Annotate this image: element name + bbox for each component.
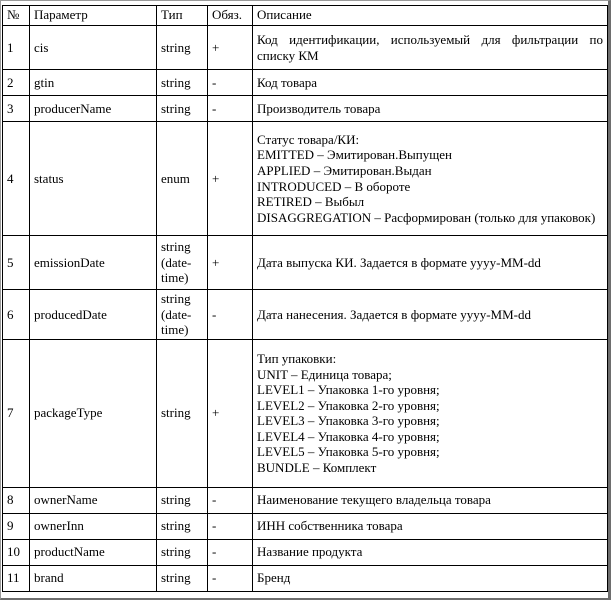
row-parameter: brand — [30, 565, 157, 591]
table-row — [3, 339, 608, 487]
row-number: 7 — [3, 339, 30, 487]
row-number: 9 — [3, 513, 30, 539]
description-line: EMITTED – Эмитирован.Выпущен — [257, 147, 452, 163]
row-number: 2 — [3, 70, 30, 96]
description-line: LEVEL2 – Упаковка 2-го уровня; — [257, 397, 440, 413]
row-required: - — [208, 96, 253, 122]
row-parameter: ownerName — [30, 487, 157, 513]
row-type: string — [157, 96, 208, 122]
description-line: INTRODUCED – В обороте — [257, 178, 411, 194]
description-line: LEVEL5 – Упаковка 5-го уровня; — [257, 444, 440, 460]
table-row — [3, 487, 608, 513]
table-row — [3, 565, 608, 591]
table-row — [3, 236, 608, 290]
row-number: 6 — [3, 290, 30, 340]
row-required: - — [208, 70, 253, 96]
description-line: Название продукта — [257, 544, 363, 560]
row-parameter: packageType — [30, 339, 157, 487]
row-type: string — [157, 26, 208, 70]
parameters-table — [2, 5, 608, 592]
row-description — [253, 565, 608, 591]
description-line: Дата нанесения. Задается в формате yyyy-MM-dd — [257, 306, 531, 322]
table-row — [3, 290, 608, 340]
row-type: string (date-time) — [157, 290, 208, 340]
row-description — [253, 70, 608, 96]
description-line: RETIRED – Выбыл — [257, 194, 365, 210]
row-description — [253, 26, 608, 70]
table-header-row — [3, 6, 608, 26]
row-type: string — [157, 539, 208, 565]
row-number: 3 — [3, 96, 30, 122]
row-type: string — [157, 70, 208, 96]
row-description — [253, 513, 608, 539]
row-number: 1 — [3, 26, 30, 70]
row-description — [253, 122, 608, 236]
row-parameter: ownerInn — [30, 513, 157, 539]
description-line: Код идентификации, используемый для фильтрации по списку КМ — [257, 31, 603, 63]
row-parameter: producedDate — [30, 290, 157, 340]
row-required: + — [208, 26, 253, 70]
row-required: + — [208, 236, 253, 290]
description-line: LEVEL3 – Упаковка 3-го уровня; — [257, 413, 440, 429]
description-line: Бренд — [257, 570, 291, 586]
row-description — [253, 487, 608, 513]
header-parameter: Параметр — [30, 6, 157, 26]
row-required: + — [208, 339, 253, 487]
row-number: 11 — [3, 565, 30, 591]
table-row — [3, 513, 608, 539]
header-description: Описание — [253, 6, 608, 26]
description-line: Тип упаковки: — [257, 350, 337, 366]
row-description — [253, 290, 608, 340]
header-number: № — [3, 6, 30, 26]
table-row — [3, 539, 608, 565]
row-parameter: gtin — [30, 70, 157, 96]
row-number: 4 — [3, 122, 30, 236]
header-required: Обяз. — [208, 6, 253, 26]
row-required: - — [208, 565, 253, 591]
row-required: + — [208, 122, 253, 236]
row-type: string — [157, 339, 208, 487]
row-required: - — [208, 487, 253, 513]
table-row — [3, 96, 608, 122]
row-type: enum — [157, 122, 208, 236]
row-required: - — [208, 513, 253, 539]
description-line: APPLIED – Эмитирован.Выдан — [257, 162, 432, 178]
row-parameter: producerName — [30, 96, 157, 122]
row-required: - — [208, 290, 253, 340]
table-row — [3, 70, 608, 96]
description-line: Наименование текущего владельца товара — [257, 492, 491, 508]
row-number: 8 — [3, 487, 30, 513]
description-line: BUNDLE – Комплект — [257, 460, 377, 476]
description-line: Дата выпуска КИ. Задается в формате yyyy-MM-dd — [257, 254, 541, 270]
description-line: Производитель товара — [257, 100, 381, 116]
row-required: - — [208, 539, 253, 565]
row-number: 10 — [3, 539, 30, 565]
row-type: string — [157, 565, 208, 591]
description-line: LEVEL4 – Упаковка 4-го уровня; — [257, 428, 440, 444]
row-description — [253, 236, 608, 290]
row-parameter: cis — [30, 26, 157, 70]
table-row — [3, 122, 608, 236]
row-number: 5 — [3, 236, 30, 290]
description-line: ИНН собственника товара — [257, 518, 403, 534]
row-type: string — [157, 513, 208, 539]
row-type: string — [157, 487, 208, 513]
description-line: DISAGGREGATION – Расформирован (только для упаковок) — [257, 209, 596, 225]
description-line: Статус товара/КИ: — [257, 131, 360, 147]
description-line: UNIT – Единица товара; — [257, 366, 392, 382]
header-type: Тип — [157, 6, 208, 26]
row-description — [253, 539, 608, 565]
row-description — [253, 96, 608, 122]
description-line: Код товара — [257, 74, 318, 90]
row-type: string (date-time) — [157, 236, 208, 290]
row-description — [253, 339, 608, 487]
description-line: LEVEL1 – Упаковка 1-го уровня; — [257, 382, 440, 398]
row-parameter: productName — [30, 539, 157, 565]
table-row — [3, 26, 608, 70]
row-parameter: status — [30, 122, 157, 236]
row-parameter: emissionDate — [30, 236, 157, 290]
